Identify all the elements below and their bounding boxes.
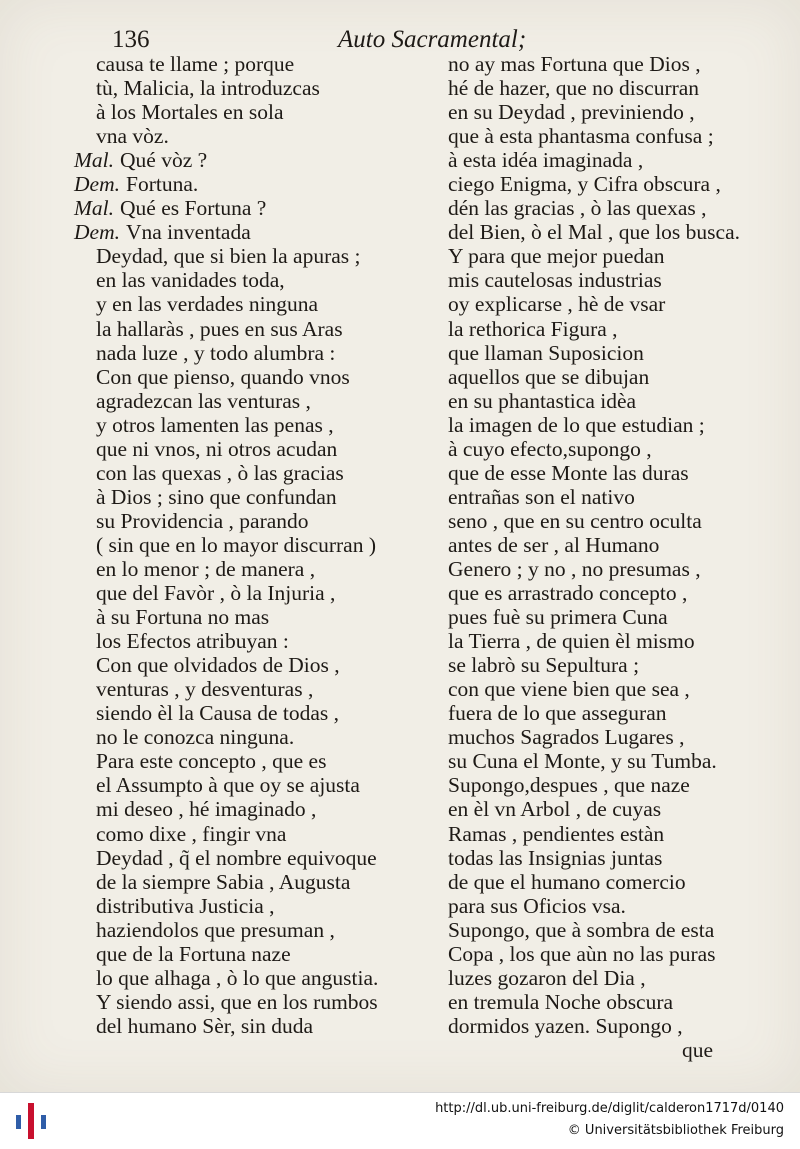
verse-line: à cuyo efecto,supongo , <box>448 436 652 461</box>
verse-line: fuera de lo que asseguran <box>448 701 667 726</box>
verse-line <box>74 509 430 533</box>
verse-line <box>74 292 430 316</box>
verse-line <box>74 966 430 990</box>
verse-text: agradezcan las venturas , <box>96 388 311 413</box>
verse-text: venturas , y desventuras , <box>96 677 314 702</box>
verse-line: Ramas , pendientes estàn <box>448 821 665 846</box>
verse-text: en las vanidades toda, <box>96 268 285 293</box>
verse-line: Y para que mejor puedan <box>448 244 665 269</box>
verse-text: los Efectos atribuyan : <box>96 629 289 654</box>
verse-text: no le conozca ninguna. <box>96 725 295 750</box>
verse-line: del Bien, ò el Mal , que los busca. <box>448 220 740 245</box>
speaker-label: Dem. <box>74 172 120 197</box>
verse-text: del humano Sèr, sin duda <box>96 1013 314 1038</box>
verse-line: la Tierra , de quien èl mismo <box>448 629 695 654</box>
verse-line: muchos Sagrados Lugares , <box>448 725 685 750</box>
verse-text: Fortuna. <box>125 172 199 197</box>
verse-line <box>74 653 430 677</box>
verse-line: con que viene bien que sea , <box>448 677 690 702</box>
verse-line <box>74 220 430 244</box>
verse-line: hé de hazer, que no discurran <box>448 76 700 101</box>
verse-text: el Assumpto à que oy se ajusta <box>96 773 360 798</box>
verse-line <box>74 870 430 894</box>
verse-text: lo que alhaga , ò lo que angustia. <box>96 965 379 990</box>
verse-text: que ni vnos, ni otros acudan <box>96 436 338 461</box>
verse-text: como dixe , fingir vna <box>96 821 287 846</box>
speaker-label: Dem. <box>74 220 120 245</box>
verse-line <box>74 942 430 966</box>
verse-line: mis cautelosas industrias <box>448 268 662 293</box>
verse-line: pues fuè su primera Cuna <box>448 605 668 630</box>
verse-line: dén las gracias , ò las quexas , <box>448 196 707 221</box>
verse-line <box>74 124 430 148</box>
verse-text: Con que olvidados de Dios , <box>96 653 340 678</box>
page-number: 136 <box>112 26 150 53</box>
verse-line: en su phantastica idèa <box>448 388 637 413</box>
verse-text: mi deseo , hé imaginado , <box>96 797 317 822</box>
verse-line <box>74 76 430 100</box>
verse-line: oy explicarse , hè de vsar <box>448 292 666 317</box>
verse-text: distributiva Justicia , <box>96 893 275 918</box>
verse-line: en su Deydad , previniendo , <box>448 100 695 125</box>
verse-text: Para este concepto , que es <box>96 749 327 774</box>
verse-text: en lo menor ; de manera , <box>96 556 316 581</box>
verse-line <box>74 629 430 653</box>
speaker-label: Mal. <box>74 148 115 173</box>
verse-line: dormidos yazen. Supongo , <box>448 1013 683 1038</box>
verse-line <box>74 413 430 437</box>
verse-line <box>74 100 430 124</box>
verse-line <box>74 557 430 581</box>
verse-text: su Providencia , parando <box>96 508 309 533</box>
verse-text: la hallaràs , pues en sus Aras <box>96 316 343 341</box>
right-text-column <box>448 52 783 1062</box>
verse-line: que es arrastrado concepto , <box>448 581 688 606</box>
verse-line <box>74 268 430 292</box>
left-text-column <box>74 52 430 1038</box>
verse-line <box>74 317 430 341</box>
verse-line: seno , que en su centro oculta <box>448 508 702 533</box>
verse-line <box>74 533 430 557</box>
verse-line: que à esta phantasma confusa ; <box>448 124 714 149</box>
verse-line <box>74 677 430 701</box>
university-library-logo-icon <box>12 1103 52 1139</box>
verse-line <box>74 822 430 846</box>
verse-line: Supongo, que à sombra de esta <box>448 917 715 942</box>
verse-text: Deydad , q̃ el nombre equivoque <box>96 845 377 870</box>
verse-line: ciego Enigma, y Cifra obscura , <box>448 172 721 197</box>
verse-line: su Cuna el Monte, y su Tumba. <box>448 749 717 774</box>
verse-text: à su Fortuna no mas <box>96 605 270 630</box>
verse-line <box>74 605 430 629</box>
verse-line <box>74 990 430 1014</box>
verse-line <box>74 846 430 870</box>
verse-line <box>74 365 430 389</box>
copyright-notice: © Universitätsbibliothek Freiburg <box>567 1123 784 1138</box>
verse-text: Vna inventada <box>125 220 251 245</box>
catchword: que <box>681 1037 713 1062</box>
verse-text: causa te llame ; porque <box>96 52 295 76</box>
verse-text: Deydad, que si bien la apuras ; <box>96 244 361 269</box>
verse-line: à esta idéa imaginada , <box>448 148 644 173</box>
verse-line: aquellos que se dibujan <box>448 364 650 389</box>
verse-line <box>74 196 430 220</box>
verse-line: Genero ; y no , no presumas , <box>448 556 701 581</box>
verse-text: y otros lamenten las penas , <box>96 412 334 437</box>
verse-text: ( sin que en lo mayor discurran ) <box>96 532 377 557</box>
verse-line: que llaman Suposicion <box>448 340 644 365</box>
verse-line: la rethorica Figura , <box>448 316 618 341</box>
verse-line <box>74 485 430 509</box>
verse-text: haziendolos que presuman , <box>96 917 335 942</box>
verse-line <box>74 581 430 605</box>
verse-line: todas las Insignias juntas <box>448 845 663 870</box>
verse-line: para sus Oficios vsa. <box>448 893 626 918</box>
verse-line: la imagen de lo que estudian ; <box>448 412 705 437</box>
verse-line <box>74 389 430 413</box>
verse-line: de que el humano comercio <box>448 869 686 894</box>
verse-text: que de la Fortuna naze <box>96 941 291 966</box>
verse-line: no ay mas Fortuna que Dios , <box>448 52 701 76</box>
verse-text: y en las verdades ninguna <box>96 292 319 317</box>
verse-line <box>74 244 430 268</box>
verse-line <box>74 701 430 725</box>
viewer-footer <box>0 1092 800 1149</box>
verse-line: Copa , los que aùn no las puras <box>448 941 716 966</box>
running-head: Auto Sacramental; <box>338 26 527 53</box>
source-url-link[interactable]: http://dl.ub.uni-freiburg.de/diglit/calderon1717d/0140 <box>435 1101 784 1116</box>
verse-line <box>74 437 430 461</box>
verse-line <box>74 894 430 918</box>
verse-text: vna vòz. <box>96 124 169 149</box>
verse-line <box>74 172 430 196</box>
verse-line <box>74 148 430 172</box>
verse-text: que del Favòr , ò la Injuria , <box>96 581 336 606</box>
verse-line: entrañas son el nativo <box>448 484 635 509</box>
verse-line <box>74 52 430 76</box>
verse-text: Qué es Fortuna ? <box>120 196 267 221</box>
verse-text: con las quexas , ò las gracias <box>96 460 344 485</box>
verse-text: à los Mortales en sola <box>96 100 284 125</box>
verse-text: tù, Malicia, la introduzcas <box>96 76 320 101</box>
verse-line <box>74 461 430 485</box>
verse-text: Con que pienso, quando vnos <box>96 364 350 389</box>
verse-line: en èl vn Arbol , de cuyas <box>448 797 662 822</box>
verse-text: nada luze , y todo alumbra : <box>96 340 336 365</box>
verse-line: antes de ser , al Humano <box>448 532 660 557</box>
verse-line <box>74 797 430 821</box>
verse-line <box>74 749 430 773</box>
speaker-label: Mal. <box>74 196 115 221</box>
verse-line <box>74 1014 430 1038</box>
verse-text: siendo èl la Causa de todas , <box>96 701 340 726</box>
verse-text: Qué vòz ? <box>120 148 208 173</box>
verse-line <box>74 341 430 365</box>
verse-line: Supongo,despues , que naze <box>448 773 690 798</box>
verse-line <box>74 725 430 749</box>
verse-line: en tremula Noche obscura <box>448 989 674 1014</box>
verse-text: de la siempre Sabia , Augusta <box>96 869 351 894</box>
verse-line: se labrò su Sepultura ; <box>448 653 640 678</box>
verse-text: à Dios ; sino que confundan <box>96 484 337 509</box>
verse-line <box>74 918 430 942</box>
verse-text: Y siendo assi, que en los rumbos <box>96 989 378 1014</box>
verse-line <box>74 773 430 797</box>
verse-line: que de esse Monte las duras <box>448 460 689 485</box>
verse-line: luzes gozaron del Dia , <box>448 965 646 990</box>
